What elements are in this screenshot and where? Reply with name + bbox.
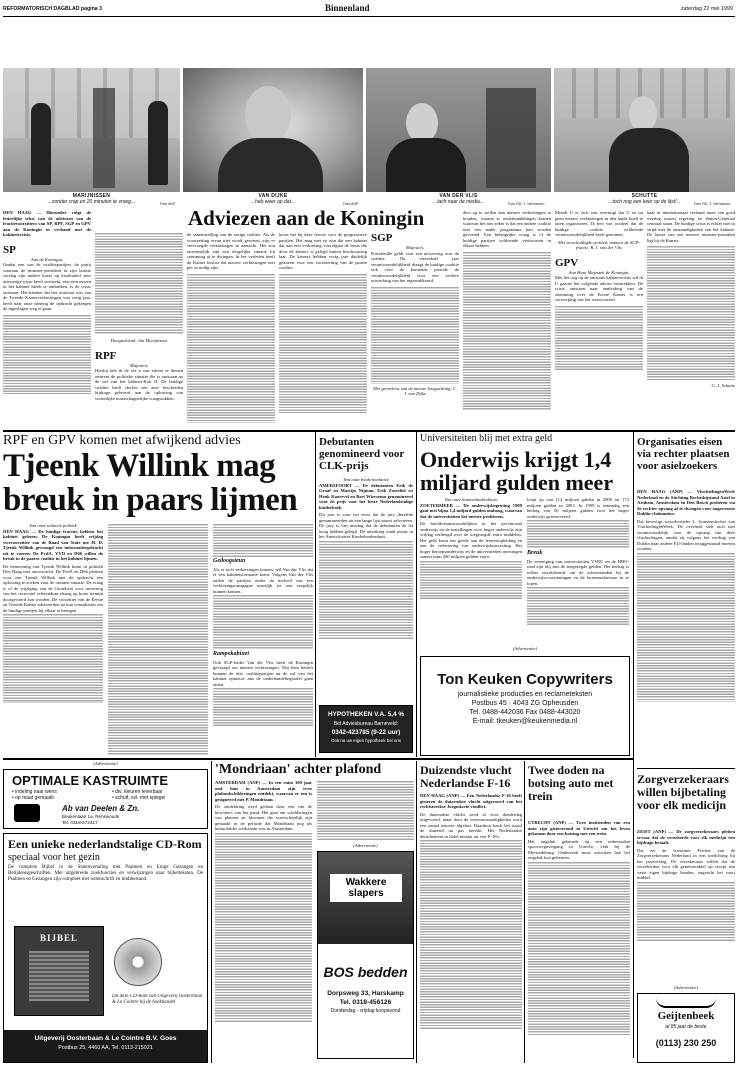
credit-4: Foto RD, J. Verhoeven <box>694 202 731 206</box>
header-rule <box>3 16 735 17</box>
section-title: Binnenland <box>325 3 370 13</box>
caption-van-dijke: VAN DIJKE ...heb weer op dat... <box>250 193 296 205</box>
ad-label-geijtenbeek: (Advertentie) <box>673 985 699 990</box>
article-koningin-col1 <box>3 210 91 428</box>
article-koningin-col3: de samenstelling van de vorige coalitie. Als de voortzetting ervan niet wordt gewenst, zijn er vervroegde verkiezingen in aantocht. Het zou onwenselijk zijn een dergelijke situatie bij stemming af te dwingen. In het verleden heeft de Kamer beslist dat nieuwe verkiezingen niet per se nodig zijn. <box>187 232 275 428</box>
sub-breuk: Breuk <box>527 550 543 556</box>
col2-text <box>95 232 183 334</box>
kicker-tjeenk: RPF en GPV komen met afwijkend advies <box>3 433 241 448</box>
headline-asiel: Organisaties eisen via rechter plaatsen voor asielzoekers <box>637 436 730 472</box>
article-mondriaan-col1 <box>215 780 312 1062</box>
ad-kastruimte: OPTIMALE KASTRUIMTE • indeling naar wens • op maat gemaakt • div. kleuren leverbaar • schuif, svl. met spiegel Ab van Deelen & Zn. Beukenlaan 1a, Renswoude Tel. 0318-572317 <box>3 769 208 829</box>
lead-koningin: DEN HAAG — Hieronder volgt de letterlijke tekst van de adviezen van de fractievoorzitters van SP, RPF, SGP en GPV aan de Koningin in verband met de kabinetscrisis. <box>3 210 91 237</box>
vrule-5 <box>416 761 417 1063</box>
ad-geijtenbeek: Geijtenbeek al 85 jaar de beste (0113) 230 250 <box>637 993 735 1063</box>
article-tjeenk-col3 <box>213 523 313 755</box>
heading-sgp: SGP <box>371 232 393 244</box>
rule-mid-2 <box>3 758 633 760</box>
ad-label-kastruimte: (Advertentie) <box>93 761 118 766</box>
body-tjeenk: De benoeming van Tjeenk Willink komt in politiek Den Haag niet onverwacht. De PvdA en D66 pleitten voor een Tjeenk Willink met de opdracht een oplossing te zoeken voor de onstane situatie. De vraag is of de wijziging van de Grondwet voor invoering van het correctief referendum alsnog op korte termijn doorgevoerd kan worden. De voorzitter van de Eerste en Tweede Kamer adviseerden na hun consultaties om de huidige partijen bij elkaar te brengen. <box>3 563 103 613</box>
ad-hypotheken: HYPOTHEKEN V.A. 5,4 % Bel Adviesbureau Barneveld: 0342-423785 (9-22 uur) Ook na uw eigen hypotheek bel ons <box>319 705 413 753</box>
heading-gpv: GPV <box>555 256 579 269</box>
caption-schutte: SCHUTTE ...toch nog een keer op de lijst!... <box>608 193 681 205</box>
issue-date: zaterdag 22 mei 1999 <box>680 6 733 12</box>
body3-tjeenk: Ook SGP-leider Van der Vlis heeft de Koningin gevraagd om nieuwe verkiezingen. Wat hem betreft kunnen de drie coalitiepartijen na de val van het kabinet opnieuw aan de onderhandelingstafel gaan zitten. <box>213 659 313 687</box>
vrule-2 <box>416 432 417 757</box>
photo-van-der-vlis <box>366 68 551 192</box>
body2-tjeenk: Als er toch verkiezingen komen, wil Van der Vlis dat er een kabinetsformatie komt. Volgens Van der Vlis zullen de partijen onder de invloed van een verkiezingscampagne moeilijk tot een vergelijk kunnen komen. <box>213 566 313 594</box>
body-clvk: Dit jaar is voor het eerst dat de jury dezelfde genomineerden uit een lange lijst moest selecteren. De jury is van mening dat de debutanten de lat hoog hebben gelegd. De uitreiking vindt plaats in het Amersfoortse Kinderboekenhuis. <box>319 512 413 539</box>
article-koningin-col8: baar in internationaal verband moet een goed overleg tussen regering en Staten-Generaal centraal staan. De huidige crisis is echter niet in strijd met de omstandigheden van het kabinet. De keuze van een nieuwe minister-president ligt bij de Kamer. G. J. Schutte <box>647 210 735 388</box>
kicker-univ: Universiteiten blij met extra geld <box>420 433 553 444</box>
lead-botsing: UTRECHT (ANP) — Twee inzittenden van een auto zijn gisteravond in Utrecht om het leven gekomen door een botsing met een trein. <box>528 820 630 836</box>
photo-marijnissen <box>3 68 180 192</box>
lead-univ: ZOETERMEER — De onderwijsbegroting 1999 gaat met bijna 1,4 miljard gulden omhoog, waarvan dat de universiteiten het meeste profiteren. <box>420 502 522 519</box>
heading-rpf: RPF <box>95 349 117 362</box>
sub-rampokabinet: Rampokabinet <box>213 651 250 657</box>
credit-3: Foto RD, J. Verhoeven <box>508 202 545 206</box>
cdrom-disc-icon <box>114 938 162 986</box>
body-zorg: Dat zei de voorzitter Fischer van de Zorgverzekeraars Nederland in een toelichting bij het jaarverslag. De verzekeraars willen dat de verzekerden voor elk geneesmiddel op recept een vaste eigen bijdrage betalen, ongeacht het soort middel. <box>637 847 735 880</box>
article-univ-col1 <box>420 497 522 643</box>
photo-schutte <box>554 68 735 192</box>
byline-clvk: Van onze boekenredactie <box>343 477 389 482</box>
lead-mondriaan: AMSTERDAM (ANP) — In een ruim 100 jaar oud huis in Amsterdam zijn twee plafondschilderingen ontdekt, waarvan er een is gesigneerd met P. Mondriaan. <box>215 780 312 802</box>
ad-label-wakkere: (Advertentie) <box>353 843 378 848</box>
article-univ-col2: loopt op van 114 miljoen gulden in 2000 tot 172 miljoen gulden in 2003. In 1999 is eenmalig een bedrag van 50 miljoen gulden voor het hoger onderwijs gereserveerd. Breuk De vereniging van universiteiten VSNU en de HBO-raad zijn blij met de toegezegde gelden. Het bedrag is echter onvoldoende om de achterstanden bij de onderwijsvoorzieningen en de lerarensalarissen in te lopen. <box>527 497 629 643</box>
gpv-signature: G. J. Schutte <box>711 383 735 388</box>
sp-salutation: Aan de Koningin, <box>30 256 64 262</box>
headline-zorg: Zorgverzekeraars willen bijbetaling voor elk medicijn <box>637 773 729 812</box>
lead-clvk: AMERSFOORT — De debutanten Erik de Graaf en Martijn Nijman, Erik Zoetelief en Henk Koorevel en Bert Wiersema genomineerd voor de prijs voor het beste Nederlandstalige kinderboek. <box>319 482 413 510</box>
headline-univ: Onderwijs krijgt 1,4 miljard gulden meer <box>420 448 614 494</box>
article-botsing <box>528 820 630 1063</box>
article-koningin-col2 <box>95 232 183 428</box>
sgp-salutation: Majesteit, <box>405 245 425 250</box>
sp-text: Omdat een van de coalitiepartijen, de partij waaraan de minister-president in zijn laatste verslag zijn nadere koers op kwalitatief zeer uitvoerige wijze heeft verstrekt, een vertrouwen in het kabinet bleek te ontbreken, is de crisis ontstaan. Het kabinet dat het resultaat was van de Tweede Kamerverkiezingen van vorig jaar, heeft naar onze mening de opdracht gekregen de ingeslagen weg te gaan. <box>3 262 91 311</box>
vrule-1 <box>315 432 316 757</box>
sp-signature: Hoogachtend, Jan Marijnissen <box>110 338 168 343</box>
gpv-text: Met het oog op de ontstane kabinetscrisis wil ik U gaarne het volgende advies verstrekken. De crisis ontstaan naar aanleiding van de stemming over de Eerste Kamer is een verwerping van het wetsvoorstel. <box>555 275 643 302</box>
headline-clvk: Debutanten genomineerd voor CLK-prijs <box>319 436 405 472</box>
vrule-6 <box>524 761 525 1063</box>
rpf-salutation: Majesteit, <box>129 362 149 368</box>
ad-cdrom: Een unieke nederlandstalige CD-Rom speciaal voor het gezin De complete Bijbel in de Statenvertaling met Psalmen en Enige Gezangen en Belijdenisgeschriften. Met uitgebreide zoekfuncties en verwijzingen naar bijbelteksten. De Psalmen en Gezangen zijn compleet met notenschrift en midibestand. BIJBEL Dit deze CD-Rom van Uitgeverij Oosterbaan & Le Cointre bij de boekhandel Uitgeverij Oosterbaan & Le Cointre B.V. Goes Postbus 25, 4460 AA, Tel. 0113-215021 <box>3 833 208 1063</box>
heading-sp: SP <box>3 243 16 256</box>
bos-logo: BOS bedden <box>323 964 408 980</box>
body-univ: De hoofdverantwoordelijken in het provinciaal onderwijs en de instellingen voor hoger onderwijs zijn vrijdag verheugd over de toegezegde extra middelen. Het geld komt ten goede aan de lerarenopleiding en aan de verbetering van onderwijshuisvesting. Het hoger beroepsonderwijs en de universiteiten ontvangen samen ruim 200 miljoen gulden extra. <box>420 521 522 559</box>
credit-2: Foto ANP <box>343 202 359 206</box>
photo-van-dijke <box>183 68 363 192</box>
sgp-signature: Met gevoelens van de meeste hoogachting, C. J. van Dijke <box>373 385 457 396</box>
kastruimte-logo-icon <box>14 804 40 822</box>
vrule-3 <box>633 432 634 1058</box>
credit-1: Foto ANP <box>160 202 176 206</box>
bible-cover-icon: BIJBEL <box>14 926 104 1016</box>
sp-text-cont <box>3 314 91 394</box>
byline-tjeenk: Van onze redactie politiek <box>29 523 77 528</box>
sgp-vlis-signature: Met verschuldigde eerbied, namens de SGP-fractie, B. J. van der Vlis <box>558 239 640 250</box>
rule-mid-1 <box>3 430 735 432</box>
lead-tjeenk: DEN HAAG — De huidige fracties hebben het kabinet gelezen. De Koningin heeft vrijdag vicevoorzitter van de Raad van State mr. H. D. Tjeenk Willink gevraagd een informatieopdracht uit te voeren. De PvdA, VVD en D66 willen de breuk in de paarse coalitie in het kabinet lijmen. <box>3 528 103 561</box>
article-koningin-col5 <box>371 232 459 428</box>
caption-marijnissen: MARIJNISSEN ...zonder crap en 20 minuten te vroeg... <box>47 193 136 205</box>
body-duitse: De duizendste vlucht werd al voor donderdag uitgevoerd, maar door de weersomstandigheden werd een aantal missies afgelast. Daardoor heeft het totaal de duizend nu pas bereikt. Het Nederlandse detachement in Italië bestaat uit vier F-16's. <box>420 811 522 839</box>
ad-label-keuken: (Advertentie) <box>512 646 538 651</box>
ad-ton-keuken: Ton Keuken Copywriters journalistieke producties en reclameteksten Postbus 45 · 4043 ZG Opheusden Tel. 0488-442036 Fax 0488-443020 E-mail: tkeuken@keukenmedia.nl <box>420 656 630 756</box>
body-mondriaan: De ontdekking werd gedaan door een van de bewoners van het pand. Het gaat om schilderingen van planten en bloemen die waarschijnlijk zijn gemaakt in de periode dat Mondriaan nog als huisschilder werkzaam was in Amsterdam. <box>215 804 312 831</box>
article-tjeenk-col1 <box>3 523 103 755</box>
sub-gedoogsteun: Gedoogsteun <box>213 558 246 564</box>
masthead <box>3 2 735 16</box>
vrule-4 <box>211 761 212 1063</box>
article-koningin-col7: Mondt U er zich van overtuigt dat U zo nu geen nieuwe verkiezingen in den lande hoeft te laten organiseren. Ik ben van oordeel dat de huidige coalitie voldoende verantwoordelijkheid heeft genomen. Met verschuldigde eerbied, namens de SGP-fractie, B. J. van der Vlis GPV Aan Hare Majesteit de Koningin, Met het oog op de ontstane kabinetscrisis wil ik U gaarne het volgende advies verstrekken. De crisis ontstaan naar aanleiding van de stemming over de Eerste Kamer is een verwerping van het wetsvoorstel. <box>555 210 643 428</box>
article-zorg <box>637 829 735 981</box>
article-duitse <box>420 793 522 1063</box>
article-koningin-col4: hoort het bij deze fractie voor de progressieve partijen. Het mag niet zo zijn dat een kabinet dat aan een verkiezing voorafgaat de basis die door de kiezers is gelegd buiten beschouwing laat. De kiezers hebben vorig jaar duidelijk gekozen voor een voortzetting van de paarse coalitie. <box>279 232 367 428</box>
caption-van-der-vlis: VAN DER VLIS ...lach naar de media... <box>433 193 484 205</box>
headline-adviezen: Adviezen aan de Koningin <box>188 206 425 230</box>
headline-duitse: Duizendste vlucht Nederlandse F-16 <box>420 764 512 790</box>
body-asiel: Dat bevestigt woordvoerder L. Scanmeslocher van VluchtelingenWerk. De overheid stelt zich niet verantwoordelijk voor de opvang van deze vluchtelingen, omdat zij volgens het verdrag van Dublin naar andere EU-landen teruggestuurd moeten worden. <box>637 518 735 551</box>
byline-univ: Van onze binnenlandredactie <box>444 497 498 502</box>
headline-mondriaan: 'Mondriaan' achter plafond <box>215 762 382 777</box>
gpv-salutation: Aan Hare Majesteit de Koningin, <box>568 269 630 275</box>
headline-tjeenk: Tjeenk Willink mag breuk in paars lijmen <box>3 449 298 517</box>
lead-duitse: DEN HAAG (ANP) — Een Nederlandse F-16 heeft gisteren de duizendste vlucht uitgevoerd van het rechtstreekse Joegoslavië-conflict. <box>420 793 522 809</box>
lead-zorg: ZEIST (ANP) — De zorgverzekeraars pleiten ervoor dat de verzekerde voor elk medicijn een bijdrage betaalt. <box>637 829 735 845</box>
geijtenbeek-logo-icon <box>656 998 716 1008</box>
article-koningin-col6: ders op te stellen dan nieuwe verkiezingen te houden, waarna er onderhandelingen komen waarvan het niet zeker is dat een andere coalitie met een ander programma kan worden gevormd. Een belangrijke vraag is of de huidige partijen voldoende vertrouwen in elkaar hebben. <box>463 210 551 428</box>
headline-botsing: Twee doden na botsing auto met trein <box>528 764 614 803</box>
rule-right <box>637 768 735 769</box>
sgp-text: Portefeuille geldt voor een uitvoering over de coalitie. Na vierenhalf jaar verantwoordelijkheid draagt de huidige coalitie ook voor de komende periode de verantwoordelijkheid voor een verdere uitwerking van het regeerakkoord. <box>371 250 459 283</box>
article-mondriaan-col2 <box>317 780 414 840</box>
paper-name: REFORMATORISCH DAGBLAD pagina 3 <box>3 6 102 12</box>
article-asiel <box>637 489 735 767</box>
body-botsing: Het ongeluk gebeurde op een onbewaakte spoorwegovergang in Utrecht, vlak bij de Merwedebrug. Onderzoek moet uitwijzen hoe het ongeluk kon gebeuren. <box>528 838 630 860</box>
ad-wakkere-slapers: Wakkere slapers BOS bedden Dorpsweg 33, Harskamp Tel. 0318-456126 Donderdag - vrijdag koopavond <box>317 851 414 1059</box>
article-tjeenk-col2 <box>108 523 208 755</box>
lead-asiel: DEN HAAG (ANP) — VluchtelingenWerk Nederland en de Stichting Rechtsbijstand Asiel in Arnhem, Amsterdam en Den Bosch proberen via de rechter opvang af te dwingen voor ongewenste Dublin-claimanten. <box>637 489 735 516</box>
article-clvk <box>319 477 413 701</box>
rpf-text: Hierbij heb ik de eer u van advies te dienen omtrent de politieke situatie die is ontstaan na de val van het kabinet-Kok II. De huidige coalitie heeft slechts een zeer bescheiden bijdrage geleverd aan de oplossing van wezenlijke maatschappelijke vraagstukken. <box>95 368 183 401</box>
